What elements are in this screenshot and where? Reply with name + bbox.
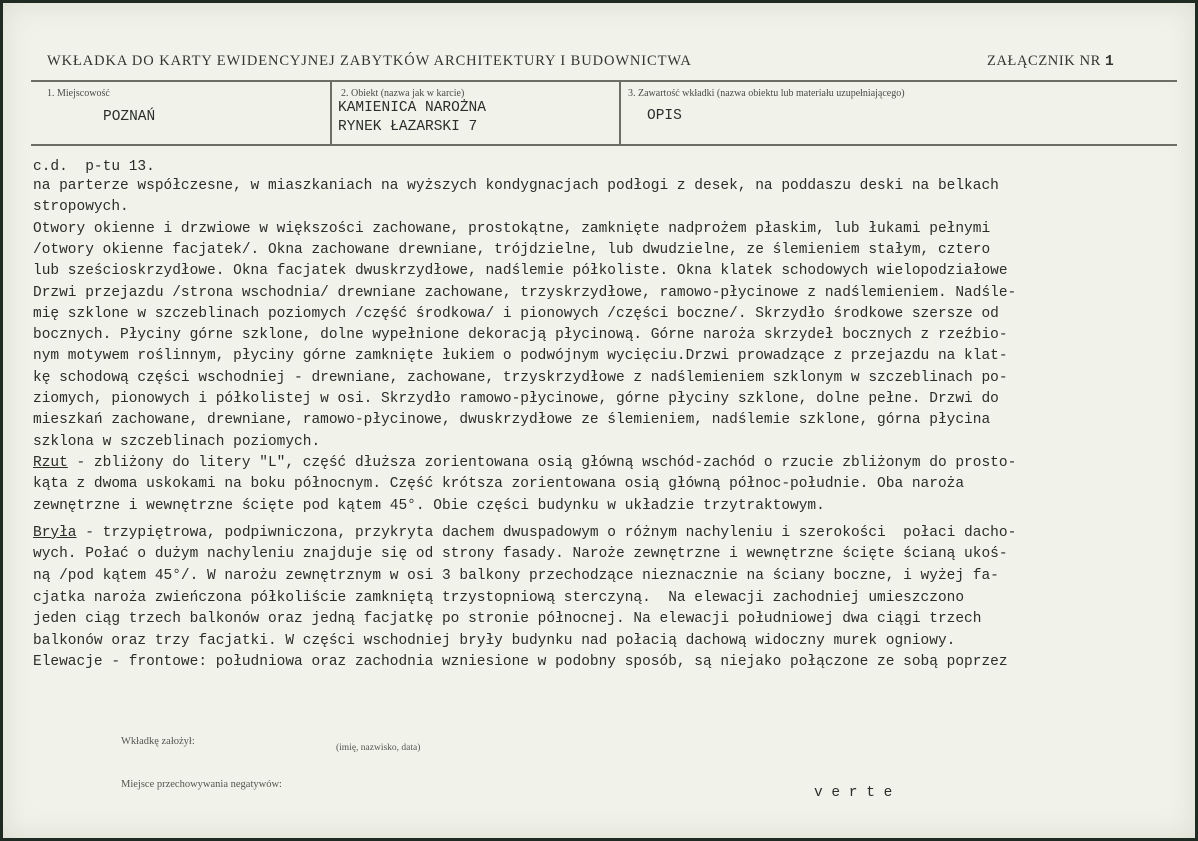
name-date-hint: (imię, nazwisko, data) xyxy=(336,743,421,753)
content-value: OPIS xyxy=(647,108,682,124)
section-text: - trzypiętrowa, podpiwniczona, przykryta dachem dwuspadowym o różnym nachyleniu i szerokości połaci dacho- xyxy=(76,524,1017,541)
section-heading: Rzut xyxy=(33,454,68,471)
content-label: 3. Zawartość wkładki (nazwa obiektu lub materiału uzupełniającego) xyxy=(628,88,905,99)
header-top-rule xyxy=(31,80,1177,82)
description-line: kąta z dwoma uskokami na boku północnym. Część krótsza zorientowana osią główną północ-południe. Oba naroża xyxy=(33,476,965,493)
section-text: - zbliżony do litery "L", część dłuższa zorientowana osią główną wschód-zachód o rzucie zbliżonym do prosto- xyxy=(67,454,1017,471)
description-line: zewnętrzne i wewnętrzne ścięte pod kątem 45°. Obie części budynku w układzie trzytraktowym. xyxy=(33,497,825,514)
appendix-number: 1 xyxy=(1104,54,1115,70)
description-line: Otwory okienne i drzwiowe w większości zachowane, prostokątne, zamknięte nadprożem płaskim, lub łukami pełnymi xyxy=(33,220,991,237)
sheet-title: WKŁADKA DO KARTY EWIDENCYJNEJ ZABYTKÓW ARCHITEKTURY I BUDOWNICTWA xyxy=(47,53,692,69)
field-divider-2 xyxy=(619,81,621,144)
description-line: Drzwi przejazdu /strona wschodnia/ drewniane zachowane, trzyskrzydłowe, ramowo-płycinowe z nadślemieniem. Nadśle- xyxy=(33,284,1017,301)
place-label: 1. Miejscowość xyxy=(47,88,110,99)
description-line: nym motywem roślinnym, płyciny górne zamknięte łukiem o podwójnym wycięciu.Drzwi prowadzące z przejazdu na klat- xyxy=(33,348,1008,365)
description-line: ziomych, pionowych i półkolistej w osi. Skrzydło ramowo-płycinowe, górne płyciny szklone, dolne pełne. Drzwi do xyxy=(33,391,999,407)
description-line: Elewacje - frontowe: południowa oraz zachodnia wzniesione w podobny sposób, są niejako połączone ze sobą poprzez xyxy=(33,654,1008,671)
description-line: jeden ciąg trzech balkonów oraz jedną facjatkę po stronie północnej. Na elewacji południowej dwa ciągi trzech xyxy=(33,611,982,628)
description-line: mię szklone w szczeblinach poziomych /część środkowa/ i pionowych /części boczne/. Skrzydło środkowe szersze od xyxy=(33,305,999,322)
description-line: szklona w szczeblinach poziomych. xyxy=(33,433,321,450)
description-line: /otwory okienne facjatek/. Okna zachowane drewniane, trójdzielne, lub dwudzielne, ze ślemieniem stałym, cztero xyxy=(33,241,991,258)
description-line: stropowych. xyxy=(33,199,129,216)
description-line xyxy=(33,523,1198,543)
description-line: mieszkań zachowane, drewniane, ramowo-płycinowe, dwuskrzydłowe ze ślemieniem, nadślemie szklone, górna płycina xyxy=(33,412,991,429)
place-value: POZNAŃ xyxy=(103,109,156,125)
object-value-line-2: RYNEK ŁAZARSKI 7 xyxy=(338,119,478,135)
object-label: 2. Obiekt (nazwa jak w karcie) xyxy=(341,88,465,99)
description-line: ną /pod kątem 45°/. W narożu zewnętrznym w osi 3 balkony przechodzące nieznacznie na ściany boczne, i wyżej fa- xyxy=(33,568,999,584)
section-heading: Bryła xyxy=(33,524,77,541)
object-value-line-1: KAMIENICA NAROŻNA xyxy=(338,100,486,116)
description-line: cjatka naroża zwieńczona półkoliście zamkniętą trzystopniową sterczyną. Na elewacji zachodniej umieszczono xyxy=(33,589,965,606)
field-divider-1 xyxy=(330,81,332,144)
description-line: wych. Połać o dużym nachyleniu znajduje się od strony fasady. Naroże zewnętrzne i wewnętrzne ścięte ścianą ukoś- xyxy=(33,546,1008,563)
description-line: na parterze współczesne, w miaszkaniach na wyższych kondygnacjach podłogi z desek, na poddaszu deski na belkach xyxy=(33,178,999,194)
description-line xyxy=(33,453,1198,473)
inventory-card-sheet xyxy=(3,3,1195,838)
appendix-label-text: ZAŁĄCZNIK NR xyxy=(987,53,1101,69)
description-line: kę schodową części wschodniej - drewniane, zachowane, trzyskrzydłowe z nadślemieniem szklonym w szczeblinach po- xyxy=(33,369,1008,386)
verte-note: v e r t e xyxy=(814,785,893,801)
description-line: bocznych. Płyciny górne szklone, dolne wypełnione dekoracją płycinową. Górne naroża skrzydeł bocznych z rzeźbio- xyxy=(33,327,1008,344)
header-bottom-rule xyxy=(31,144,1177,146)
filled-by-label: Wkładkę założył: xyxy=(121,736,195,747)
description-line: lub sześcioskrzydłowe. Okna facjatek dwuskrzydłowe, nadślemie półkoliste. Okna klatek schodowych wielopodziałowe xyxy=(33,263,1008,280)
continuation-note: c.d. p-tu 13. xyxy=(33,159,155,175)
appendix-label xyxy=(987,53,1114,70)
description-line: balkonów oraz trzy facjatki. W części wschodniej bryły budynku nad połacią dachową widoczny murek ogniowy. xyxy=(33,632,956,649)
negatives-storage-label: Miejsce przechowywania negatywów: xyxy=(121,779,282,790)
